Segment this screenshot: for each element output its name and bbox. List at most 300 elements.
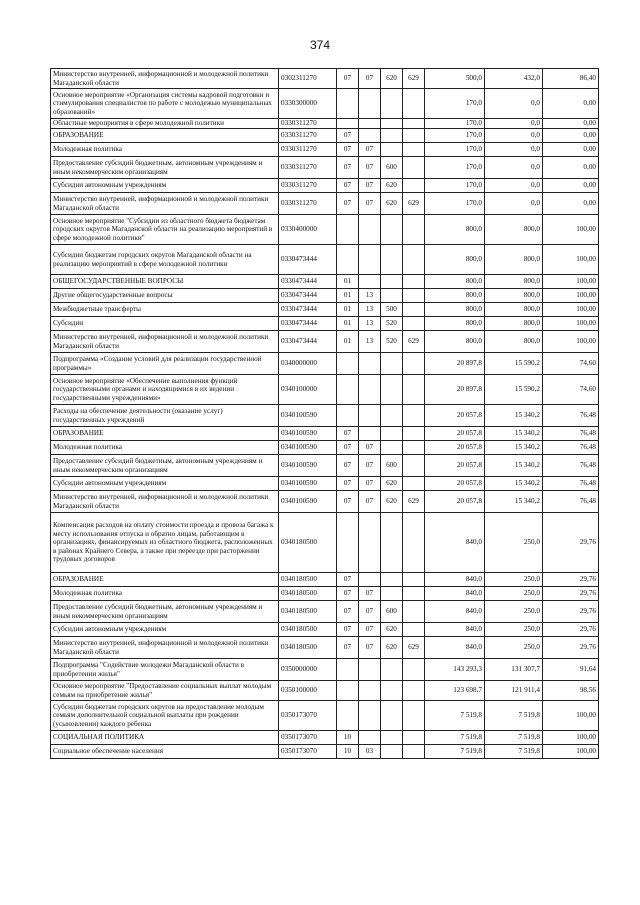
table-row: [51, 731, 599, 745]
row-plan: 840,0: [425, 573, 485, 587]
table-row: [51, 659, 599, 681]
row-subsection: 07: [359, 623, 381, 637]
table-row: [51, 405, 599, 427]
row-fact: 7 519,8: [485, 745, 543, 759]
row-plan: 170,0: [425, 179, 485, 193]
row-plan: 800,0: [425, 275, 485, 289]
row-section: 07: [337, 143, 359, 157]
row-plan: 123 698,7: [425, 681, 485, 701]
table-row: [51, 573, 599, 587]
row-plan: 170,0: [425, 157, 485, 179]
row-section: 01: [337, 331, 359, 353]
row-fact: 250,0: [485, 623, 543, 637]
row-fact: 432,0: [485, 69, 543, 89]
row-percent: 76,48: [543, 427, 599, 441]
row-percent: 0,00: [543, 119, 599, 129]
row-percent: 76,48: [543, 441, 599, 455]
row-admin-code: [403, 681, 425, 701]
row-section: [337, 89, 359, 119]
row-percent: 100,00: [543, 303, 599, 317]
row-percent: 29,76: [543, 623, 599, 637]
row-section: 10: [337, 731, 359, 745]
row-code: 0350000000: [279, 659, 337, 681]
row-code: 0350173070: [279, 745, 337, 759]
row-subsection: 07: [359, 157, 381, 179]
row-admin-code: [403, 601, 425, 623]
row-fact: 0,0: [485, 143, 543, 157]
row-code: 0330473444: [279, 303, 337, 317]
row-code: 0340180500: [279, 601, 337, 623]
row-fact: 0,0: [485, 89, 543, 119]
row-code: 0340100590: [279, 441, 337, 455]
row-name: ОБЩЕГОСУДАРСТВЕННЫЕ ВОПРОСЫ: [51, 275, 279, 289]
row-name: Подпрограмма «Создание условий для реализации государственной программы»: [51, 353, 279, 375]
row-admin-code: [403, 129, 425, 143]
row-admin-code: [403, 587, 425, 601]
row-section: 07: [337, 491, 359, 513]
row-fact: 800,0: [485, 331, 543, 353]
row-percent: 100,00: [543, 289, 599, 303]
row-code: 0330311270: [279, 119, 337, 129]
row-expense-type: [381, 143, 403, 157]
row-section: 07: [337, 601, 359, 623]
table-row: [51, 513, 599, 573]
row-subsection: [359, 245, 381, 275]
row-admin-code: 629: [403, 491, 425, 513]
row-subsection: 13: [359, 331, 381, 353]
row-code: 0340100590: [279, 427, 337, 441]
row-name: Основное мероприятие «Организация системы кадровой подготовки и стимулирования специалистов по работе с молодежью муниципальных образований»: [51, 89, 279, 119]
row-code: 0340100590: [279, 477, 337, 491]
table-row: [51, 701, 599, 731]
row-fact: 15 340,2: [485, 405, 543, 427]
row-admin-code: [403, 513, 425, 573]
row-name: Социальное обеспечение населения: [51, 745, 279, 759]
row-percent: 100,00: [543, 275, 599, 289]
table-row: [51, 587, 599, 601]
row-expense-type: [381, 573, 403, 587]
row-fact: 250,0: [485, 587, 543, 601]
row-expense-type: [381, 659, 403, 681]
row-section: 07: [337, 427, 359, 441]
row-name: Областные мероприятия в сфере молодежной политики: [51, 119, 279, 129]
row-percent: 74,60: [543, 353, 599, 375]
row-name: ОБРАЗОВАНИЕ: [51, 129, 279, 143]
table-row: [51, 745, 599, 759]
row-fact: 800,0: [485, 317, 543, 331]
row-plan: 800,0: [425, 215, 485, 245]
row-section: 01: [337, 289, 359, 303]
row-subsection: [359, 215, 381, 245]
row-name: Предоставление субсидий бюджетным, автономным учреждениям и иным некоммерческим организациям: [51, 455, 279, 477]
table-row: [51, 353, 599, 375]
row-section: [337, 375, 359, 405]
row-admin-code: [403, 659, 425, 681]
row-admin-code: 629: [403, 637, 425, 659]
row-subsection: 07: [359, 441, 381, 455]
row-percent: 76,48: [543, 405, 599, 427]
row-subsection: [359, 427, 381, 441]
row-percent: 100,00: [543, 245, 599, 275]
row-expense-type: 500: [381, 303, 403, 317]
table-row: [51, 601, 599, 623]
row-expense-type: [381, 375, 403, 405]
row-fact: 250,0: [485, 637, 543, 659]
row-expense-type: 620: [381, 179, 403, 193]
row-admin-code: [403, 275, 425, 289]
table-row: [51, 303, 599, 317]
row-plan: 840,0: [425, 587, 485, 601]
row-code: 0350173070: [279, 731, 337, 745]
table-row: [51, 289, 599, 303]
row-fact: 15 590,2: [485, 353, 543, 375]
row-section: [337, 405, 359, 427]
row-plan: 500,0: [425, 69, 485, 89]
row-name: Субсидии автономным учреждениям: [51, 477, 279, 491]
row-code: 0340000000: [279, 353, 337, 375]
row-expense-type: [381, 119, 403, 129]
row-fact: 15 340,2: [485, 427, 543, 441]
row-fact: 121 911,4: [485, 681, 543, 701]
row-admin-code: [403, 623, 425, 637]
row-subsection: 07: [359, 193, 381, 215]
row-percent: 100,00: [543, 745, 599, 759]
row-fact: 800,0: [485, 215, 543, 245]
row-code: 0330473444: [279, 289, 337, 303]
row-fact: 7 519,8: [485, 731, 543, 745]
row-expense-type: 620: [381, 623, 403, 637]
table-row: [51, 119, 599, 129]
table-row: [51, 455, 599, 477]
row-percent: 100,00: [543, 731, 599, 745]
row-section: 07: [337, 179, 359, 193]
row-admin-code: [403, 353, 425, 375]
row-subsection: [359, 275, 381, 289]
row-admin-code: [403, 89, 425, 119]
row-plan: 170,0: [425, 129, 485, 143]
row-code: 0340180500: [279, 637, 337, 659]
row-percent: 29,76: [543, 601, 599, 623]
row-fact: 15 340,2: [485, 477, 543, 491]
row-expense-type: 620: [381, 193, 403, 215]
row-section: [337, 353, 359, 375]
row-subsection: [359, 513, 381, 573]
row-name: Министерство внутренней, информационной и молодежной политики Магаданской области: [51, 491, 279, 513]
table-row: [51, 477, 599, 491]
row-section: 01: [337, 303, 359, 317]
row-plan: 20 057,8: [425, 491, 485, 513]
row-section: 10: [337, 745, 359, 759]
row-admin-code: [403, 573, 425, 587]
row-subsection: [359, 119, 381, 129]
row-name: Молодежная политика: [51, 441, 279, 455]
row-expense-type: [381, 731, 403, 745]
row-expense-type: [381, 215, 403, 245]
page-number: 374: [309, 38, 331, 52]
row-expense-type: [381, 405, 403, 427]
row-percent: 0,00: [543, 179, 599, 193]
row-name: Министерство внутренней, информационной и молодежной политики Магаданской области: [51, 637, 279, 659]
row-fact: 15 340,2: [485, 491, 543, 513]
row-admin-code: 629: [403, 193, 425, 215]
row-plan: 800,0: [425, 245, 485, 275]
row-percent: 29,76: [543, 513, 599, 573]
row-fact: 0,0: [485, 157, 543, 179]
row-percent: 76,48: [543, 477, 599, 491]
row-expense-type: 600: [381, 157, 403, 179]
row-percent: 0,00: [543, 157, 599, 179]
row-admin-code: [403, 701, 425, 731]
row-percent: 100,00: [543, 215, 599, 245]
row-admin-code: 629: [403, 331, 425, 353]
row-subsection: 07: [359, 477, 381, 491]
row-admin-code: 629: [403, 69, 425, 89]
row-code: 0340100590: [279, 491, 337, 513]
table-row: [51, 179, 599, 193]
row-admin-code: [403, 317, 425, 331]
row-code: 0330300000: [279, 89, 337, 119]
row-section: [337, 659, 359, 681]
row-expense-type: [381, 441, 403, 455]
row-fact: 800,0: [485, 245, 543, 275]
row-code: 0330473444: [279, 331, 337, 353]
row-fact: 800,0: [485, 289, 543, 303]
row-plan: 800,0: [425, 331, 485, 353]
row-fact: 250,0: [485, 601, 543, 623]
row-code: 0340180500: [279, 587, 337, 601]
row-admin-code: [403, 441, 425, 455]
row-percent: 76,48: [543, 455, 599, 477]
row-name: Предоставление субсидий бюджетным, автономным учреждениям и иным некоммерческим организациям: [51, 601, 279, 623]
row-expense-type: [381, 513, 403, 573]
table-row: [51, 623, 599, 637]
row-subsection: [359, 375, 381, 405]
row-admin-code: [403, 455, 425, 477]
row-admin-code: [403, 405, 425, 427]
row-percent: 0,00: [543, 143, 599, 157]
row-plan: 20 057,8: [425, 405, 485, 427]
row-fact: 15 340,2: [485, 455, 543, 477]
row-section: 07: [337, 441, 359, 455]
row-plan: 840,0: [425, 637, 485, 659]
row-percent: 100,00: [543, 701, 599, 731]
row-section: [337, 513, 359, 573]
row-subsection: 03: [359, 745, 381, 759]
table-row: [51, 331, 599, 353]
row-code: 0340100000: [279, 375, 337, 405]
row-percent: 29,76: [543, 637, 599, 659]
row-fact: 15 340,2: [485, 441, 543, 455]
row-subsection: [359, 405, 381, 427]
row-percent: 29,76: [543, 573, 599, 587]
row-admin-code: [403, 731, 425, 745]
row-percent: 0,00: [543, 193, 599, 215]
row-subsection: [359, 129, 381, 143]
row-section: 07: [337, 455, 359, 477]
row-plan: 20 057,8: [425, 441, 485, 455]
row-plan: 143 293,3: [425, 659, 485, 681]
row-section: 07: [337, 637, 359, 659]
row-name: Субсидии бюджетам городских округов на предоставление молодым семьям дополнительной социальной выплаты при рождении (усыновлении) каждого ребенка: [51, 701, 279, 731]
row-subsection: [359, 701, 381, 731]
row-subsection: 07: [359, 637, 381, 659]
row-plan: 800,0: [425, 289, 485, 303]
row-section: 07: [337, 623, 359, 637]
row-section: 07: [337, 587, 359, 601]
row-code: 0340180500: [279, 513, 337, 573]
row-code: 0330311270: [279, 179, 337, 193]
row-code: 0330311270: [279, 157, 337, 179]
row-name: Субсидии: [51, 317, 279, 331]
row-fact: 15 590,2: [485, 375, 543, 405]
row-expense-type: [381, 245, 403, 275]
row-expense-type: 620: [381, 491, 403, 513]
row-admin-code: [403, 289, 425, 303]
table-row: [51, 275, 599, 289]
row-percent: 0,00: [543, 129, 599, 143]
row-subsection: 07: [359, 69, 381, 89]
row-percent: 76,48: [543, 491, 599, 513]
row-admin-code: [403, 143, 425, 157]
row-expense-type: 520: [381, 317, 403, 331]
row-code: 0330473444: [279, 245, 337, 275]
row-plan: 20 897,8: [425, 353, 485, 375]
row-name: Субсидии автономным учреждениям: [51, 179, 279, 193]
row-code: 0330311270: [279, 143, 337, 157]
row-subsection: [359, 681, 381, 701]
row-fact: 0,0: [485, 193, 543, 215]
table-row: [51, 681, 599, 701]
row-code: 0340180500: [279, 623, 337, 637]
row-name: ОБРАЗОВАНИЕ: [51, 427, 279, 441]
row-expense-type: [381, 745, 403, 759]
row-expense-type: [381, 681, 403, 701]
table-body: [51, 69, 599, 759]
row-percent: 29,76: [543, 587, 599, 601]
row-plan: 20 057,8: [425, 477, 485, 491]
row-subsection: 13: [359, 289, 381, 303]
row-expense-type: 620: [381, 637, 403, 659]
row-plan: 7 519,8: [425, 745, 485, 759]
row-name: Основное мероприятие «Обеспечение выполнения функций государственными органами и находящимися в их ведении государственными учреждениями»: [51, 375, 279, 405]
row-admin-code: [403, 375, 425, 405]
row-section: [337, 701, 359, 731]
row-code: 0302311270: [279, 69, 337, 89]
row-percent: 100,00: [543, 331, 599, 353]
row-section: [337, 215, 359, 245]
row-fact: 0,0: [485, 129, 543, 143]
row-code: 0350100000: [279, 681, 337, 701]
table-row: [51, 427, 599, 441]
row-section: 07: [337, 193, 359, 215]
row-code: 0330400000: [279, 215, 337, 245]
row-expense-type: [381, 587, 403, 601]
row-plan: 7 519,8: [425, 731, 485, 745]
row-plan: 840,0: [425, 623, 485, 637]
table-row: [51, 637, 599, 659]
table-row: [51, 215, 599, 245]
row-subsection: [359, 573, 381, 587]
row-percent: 74,60: [543, 375, 599, 405]
row-expense-type: 600: [381, 601, 403, 623]
row-expense-type: [381, 129, 403, 143]
row-code: 0340100590: [279, 455, 337, 477]
budget-table: [50, 68, 599, 759]
row-name: Расходы на обеспечение деятельности (оказание услуг) государственных учреждений: [51, 405, 279, 427]
row-fact: 250,0: [485, 573, 543, 587]
row-code: 0330311270: [279, 129, 337, 143]
row-admin-code: [403, 745, 425, 759]
row-percent: 86,40: [543, 69, 599, 89]
row-section: [337, 245, 359, 275]
row-percent: 91,64: [543, 659, 599, 681]
row-plan: 170,0: [425, 193, 485, 215]
row-percent: 98,56: [543, 681, 599, 701]
row-admin-code: [403, 245, 425, 275]
row-fact: 131 307,7: [485, 659, 543, 681]
row-name: Основное мероприятие "Предоставление социальных выплат молодым семьям на приобретение жилья": [51, 681, 279, 701]
row-plan: 800,0: [425, 303, 485, 317]
row-name: Субсидии бюджетам городских округов Магаданской области на реализацию мероприятий в сфере молодежной политики: [51, 245, 279, 275]
row-expense-type: [381, 275, 403, 289]
row-plan: 170,0: [425, 143, 485, 157]
row-plan: 840,0: [425, 601, 485, 623]
row-name: Основное мероприятие "Субсидии из областного бюджета бюджетам городских округов Магаданской области на реализацию мероприятий в сфере молодежной политики": [51, 215, 279, 245]
row-name: Межбюджетные трансферты: [51, 303, 279, 317]
row-fact: 7 519,8: [485, 701, 543, 731]
row-subsection: 07: [359, 143, 381, 157]
row-expense-type: [381, 353, 403, 375]
row-subsection: 13: [359, 317, 381, 331]
row-plan: 800,0: [425, 317, 485, 331]
row-expense-type: 520: [381, 331, 403, 353]
row-expense-type: [381, 289, 403, 303]
row-section: 07: [337, 129, 359, 143]
table-row: [51, 69, 599, 89]
row-subsection: 07: [359, 455, 381, 477]
row-name: Предоставление субсидий бюджетным, автономным учреждениям и иным некоммерческим организациям: [51, 157, 279, 179]
row-fact: 0,0: [485, 179, 543, 193]
row-expense-type: 620: [381, 477, 403, 491]
row-section: 07: [337, 573, 359, 587]
row-admin-code: [403, 179, 425, 193]
row-plan: 170,0: [425, 119, 485, 129]
row-name: Другие общегосударственные вопросы: [51, 289, 279, 303]
table-row: [51, 157, 599, 179]
row-subsection: 13: [359, 303, 381, 317]
row-section: 07: [337, 157, 359, 179]
row-name: Молодежная политика: [51, 143, 279, 157]
row-percent: 0,00: [543, 89, 599, 119]
row-fact: 0,0: [485, 119, 543, 129]
row-plan: 20 057,8: [425, 455, 485, 477]
row-fact: 250,0: [485, 513, 543, 573]
row-name: Субсидии автономным учреждениям: [51, 623, 279, 637]
row-admin-code: [403, 427, 425, 441]
row-fact: 800,0: [485, 275, 543, 289]
row-plan: 20 897,8: [425, 375, 485, 405]
row-plan: 20 057,8: [425, 427, 485, 441]
row-plan: 840,0: [425, 513, 485, 573]
row-code: 0330473444: [279, 275, 337, 289]
row-subsection: [359, 353, 381, 375]
table-row: [51, 317, 599, 331]
row-code: 0330311270: [279, 193, 337, 215]
row-section: 07: [337, 69, 359, 89]
row-plan: 170,0: [425, 89, 485, 119]
table-row: [51, 193, 599, 215]
row-percent: 100,00: [543, 317, 599, 331]
